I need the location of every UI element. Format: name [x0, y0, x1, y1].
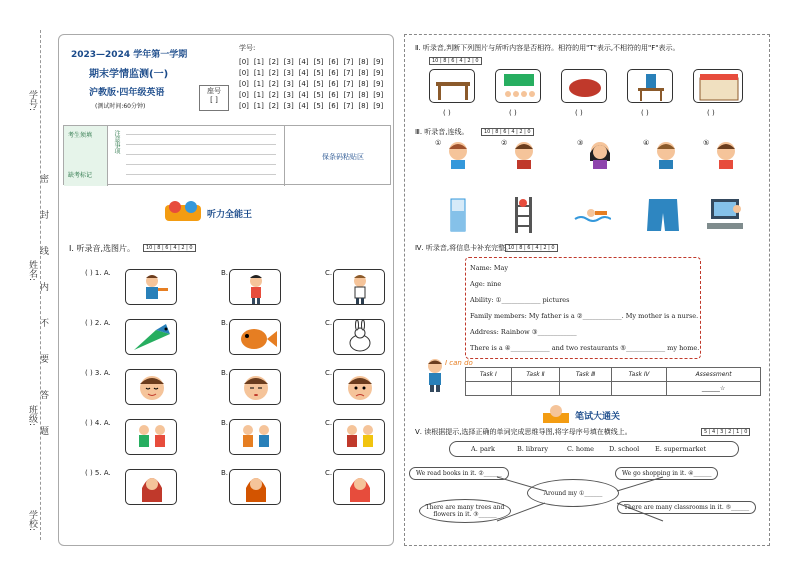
assessment-cell[interactable]: ______☆: [667, 382, 761, 396]
q1-label: ( ) 1. A.: [85, 269, 111, 277]
q2-c-label: C.: [325, 319, 333, 327]
s2-blank-3[interactable]: ( ): [575, 109, 583, 117]
match-computer-icon[interactable]: [705, 195, 745, 235]
school-label: 学校:: [27, 510, 37, 532]
q4-option-a[interactable]: [125, 419, 177, 455]
q1-option-c[interactable]: [333, 269, 385, 305]
right-page: [404, 34, 770, 546]
seal-char: 线: [40, 247, 50, 257]
info-name: Name: May: [470, 264, 509, 272]
match-climb-icon[interactable]: [511, 195, 537, 235]
s2-picture-2: [495, 69, 541, 103]
id-bubble-grid[interactable]: [239, 57, 389, 112]
self-assessment-table: [465, 367, 761, 396]
seat-label: 座号: [207, 87, 221, 95]
q2-b-label: B.: [221, 319, 229, 327]
q1-c-label: C.: [325, 269, 333, 277]
listening-icon: [163, 197, 203, 225]
id-row: [0] [1] [2] [3] [4] [5] [6] [7] [8] [9]: [239, 69, 384, 77]
seat-value: [ ]: [210, 96, 218, 104]
time-limit: (测试时间:60分钟): [95, 103, 146, 110]
section-1-title: Ⅰ. 听录音,选图片。: [69, 244, 135, 253]
q4-c-label: C.: [325, 419, 333, 427]
s2-picture-3: [561, 69, 607, 103]
barcode-area: 保条码粘贴区: [322, 153, 364, 161]
q4-label: ( ) 4. A.: [85, 419, 111, 427]
match-shorts-icon[interactable]: [645, 195, 681, 235]
q4-b-label: B.: [221, 419, 229, 427]
id-row: [0] [1] [2] [3] [4] [5] [6] [7] [8] [9]: [239, 58, 384, 66]
s2-blank-1[interactable]: ( ): [443, 109, 451, 117]
s2-blank-4[interactable]: ( ): [641, 109, 649, 117]
map-trees-flowers[interactable]: There are many trees and flowers in it. ③______: [419, 499, 511, 523]
info-ability[interactable]: Ability: ①____________ pictures: [470, 296, 570, 304]
q1-option-a[interactable]: [125, 269, 177, 305]
id-label: 学号:: [239, 44, 256, 52]
seal-char: 要: [40, 355, 50, 365]
q5-option-b[interactable]: [229, 469, 281, 505]
q2-option-c[interactable]: [333, 319, 385, 355]
section-2-title: Ⅱ. 听录音,判断下列图片与所听内容是否相符。相符的用"T"表示,不相符的用"F"表示。: [415, 44, 680, 52]
q3-option-b[interactable]: [229, 369, 281, 405]
q3-label: ( ) 3. A.: [85, 369, 111, 377]
match-person-2[interactable]: [509, 139, 539, 169]
q4-option-c[interactable]: [333, 419, 385, 455]
q3-b-label: B.: [221, 369, 229, 377]
seal-char: 封: [40, 211, 50, 221]
school-year: 2023—2024 学年第一学期: [71, 50, 188, 60]
info-nearby[interactable]: There is a ④____________ and two restaurants ⑤____________ my home.: [470, 344, 700, 352]
task-4-cell[interactable]: [611, 382, 666, 396]
seal-char: 密: [40, 175, 50, 185]
word-d: D. school: [609, 445, 640, 453]
i-can-do-label: I can do: [445, 359, 473, 367]
listening-banner: 听力全能王: [207, 210, 253, 220]
word-a: A. park: [471, 445, 495, 453]
exam-title: 期末学情监测(一): [89, 69, 169, 80]
name-label: 姓名:: [27, 260, 37, 282]
q3-c-label: C.: [325, 369, 333, 377]
q5-c-label: C.: [325, 469, 333, 477]
binding-strip: [4, 30, 42, 550]
word-b: B. library: [517, 445, 548, 453]
map-classrooms[interactable]: There are many classrooms in it. ⑤______: [617, 501, 756, 514]
left-page: [58, 34, 394, 546]
q2-option-a[interactable]: [125, 319, 177, 355]
class-label: 班级:: [27, 405, 37, 427]
notes-label-attention: 注意事项: [113, 130, 120, 154]
match-drink-icon[interactable]: [445, 195, 471, 235]
notes-label-fill: 考生须填: [68, 132, 93, 139]
seal-char: 答: [40, 391, 50, 401]
seal-char: 不: [40, 319, 50, 329]
match-num-4: ④: [643, 139, 650, 147]
notes-box: [63, 125, 391, 185]
edition-subtitle: 沪教版·四年级英语: [89, 88, 165, 98]
s2-picture-4: [627, 69, 673, 103]
section-4-title: Ⅳ. 听录音,将信息卡补充完整。: [415, 244, 513, 252]
writing-icon: [541, 403, 571, 425]
score-code: 10 | 8 | 6 | 4 | 2 | 0: [429, 57, 482, 65]
q2-label: ( ) 2. A.: [85, 319, 111, 327]
match-num-2: ②: [501, 139, 508, 147]
map-read-books[interactable]: We read books in it. ②______: [409, 467, 509, 480]
task-1-header: Task Ⅰ: [466, 368, 512, 382]
q3-option-c[interactable]: [333, 369, 385, 405]
word-e: E. supermarket: [655, 445, 707, 453]
score-code: 10 | 8 | 6 | 4 | 2 | 0: [481, 128, 534, 136]
match-swim-icon[interactable]: [573, 201, 611, 227]
match-num-3: ③: [577, 139, 584, 147]
q5-option-a[interactable]: [125, 469, 177, 505]
task-3-header: Task Ⅲ: [560, 368, 612, 382]
seal-char: 题: [40, 427, 50, 437]
assessment-header: Assessment: [667, 368, 761, 382]
task-3-cell[interactable]: [560, 382, 612, 396]
s2-picture-1: [429, 69, 475, 103]
q1-b-label: B.: [221, 269, 229, 277]
info-age: Age: nine: [470, 280, 502, 288]
match-person-3[interactable]: [585, 139, 615, 169]
score-code: 10 | 8 | 6 | 4 | 2 | 0: [143, 244, 196, 252]
q4-option-b[interactable]: [229, 419, 281, 455]
score-code: 10 | 8 | 6 | 4 | 2 | 0: [505, 244, 558, 252]
student-id-label: 学号:: [27, 90, 37, 112]
match-person-5[interactable]: [711, 139, 741, 169]
map-center[interactable]: Around my ①______: [527, 479, 619, 507]
seal-char: 内: [40, 283, 50, 293]
s2-blank-2[interactable]: ( ): [509, 109, 517, 117]
writing-banner: 笔试大通关: [575, 412, 621, 422]
score-code: 5 | 4 | 3 | 2 | 1 | 0: [701, 428, 750, 436]
seat-box[interactable]: [199, 85, 229, 111]
info-card: [465, 257, 701, 359]
section-5-title: Ⅴ. 读根据提示,选择正确的单词完成思维导图,将字母序号填在横线上。: [415, 428, 632, 436]
id-row: [0] [1] [2] [3] [4] [5] [6] [7] [8] [9]: [239, 80, 384, 88]
info-address[interactable]: Address: Rainbow ③____________: [470, 328, 577, 336]
match-person-1[interactable]: [443, 139, 473, 169]
match-person-4[interactable]: [651, 139, 681, 169]
q1-option-b[interactable]: [229, 269, 281, 305]
q2-option-b[interactable]: [229, 319, 281, 355]
task-2-cell[interactable]: [511, 382, 560, 396]
match-num-1: ①: [435, 139, 442, 147]
q5-b-label: B.: [221, 469, 229, 477]
task-2-header: Task Ⅱ: [511, 368, 560, 382]
word-c: C. home: [567, 445, 594, 453]
s2-blank-5[interactable]: ( ): [707, 109, 715, 117]
task-1-cell[interactable]: [466, 382, 512, 396]
q5-option-c[interactable]: [333, 469, 385, 505]
task-4-header: Task Ⅳ: [611, 368, 666, 382]
q3-option-a[interactable]: [125, 369, 177, 405]
info-family[interactable]: Family members: My father is a ②____________. My mother is a nurse.: [470, 312, 699, 320]
map-go-shopping[interactable]: We go shopping in it. ④______: [615, 467, 718, 480]
notes-label-absent: 缺考标记: [68, 172, 93, 179]
match-num-5: ⑤: [703, 139, 710, 147]
section-3-title: Ⅲ. 听录音,连线。: [415, 128, 469, 136]
s2-picture-5: [693, 69, 743, 103]
id-row: [0] [1] [2] [3] [4] [5] [6] [7] [8] [9]: [239, 102, 384, 110]
q5-label: ( ) 5. A.: [85, 469, 111, 477]
id-row: [0] [1] [2] [3] [4] [5] [6] [7] [8] [9]: [239, 91, 384, 99]
